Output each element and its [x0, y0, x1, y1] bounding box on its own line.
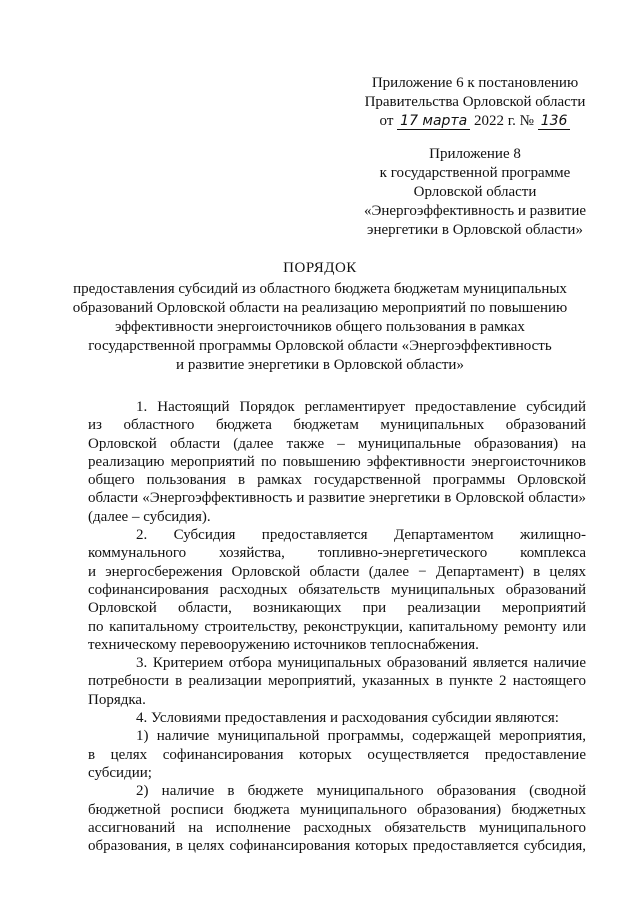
handwritten-number: 136 [538, 113, 571, 130]
body-line: 1. Настоящий Порядок регламентирует предоставление субсидий [136, 399, 586, 415]
body-line: области «Энергоэффективность и развитие энергетики в Орловской области» [88, 490, 586, 507]
appendix-6-line-3 [340, 112, 610, 131]
body-line: (далее – субсидия). [88, 508, 211, 525]
body-line: Орловской области, возникающих при реализации мероприятий [88, 600, 586, 617]
document-body [88, 398, 586, 855]
paragraph-3 [88, 654, 586, 709]
body-line: 1) наличие муниципальной программы, содержащей мероприятия, [136, 728, 586, 745]
appendix-8-line: «Энергоэффективность и развитие [363, 203, 587, 219]
body-line: бюджетной росписи бюджета муниципального образования) бюджетных [88, 801, 586, 818]
body-line: Порядка. [88, 691, 146, 708]
condition-item-1 [88, 727, 586, 782]
body-line: 3. Критерием отбора муниципальных образований является наличие [136, 655, 586, 672]
paragraph-1 [88, 398, 586, 526]
body-line: потребности в реализации мероприятий, указанных в пункте 2 настоящего [88, 673, 586, 690]
subtitle-line: государственной программы Орловской области «Энергоэффективность [88, 338, 552, 354]
appendix-8-line: энергетики в Орловской области» [367, 222, 583, 238]
paragraph-4 [88, 709, 586, 727]
year-and-number-label: 2022 г. № [473, 113, 534, 129]
body-line: общего пользования в рамках государственной программы Орловской [88, 472, 586, 489]
body-line: ассигнований на исполнение расходных обязательств муниципального [88, 819, 586, 836]
subtitle-line: образований Орловской области на реализацию мероприятий по повышению [72, 300, 568, 316]
body-line: 2. Субсидия предоставляется Департаментом жилищно- [136, 527, 586, 544]
appendix-6-header [340, 74, 610, 131]
body-line: субсидии; [88, 764, 152, 781]
appendix-8-line: к государственной программе [379, 165, 571, 181]
appendix-6-line-2: Правительства Орловской области [364, 94, 586, 110]
appendix-8-line: Приложение 8 [429, 146, 521, 162]
body-line: и энергосбережения Орловской области (далее − Департамент) в целях [88, 563, 586, 580]
body-line: образования, в целях софинансирования которых предоставляется субсидия, [88, 838, 586, 855]
appendix-8-line: Орловской области [413, 184, 537, 200]
body-line: коммунального хозяйства, топливно-энергетического комплекса [88, 545, 586, 562]
subtitle-line: эффективности энергоисточников общего пользования в рамках [115, 319, 525, 335]
body-line: Орловской области (далее также – муниципальные образования) на [88, 435, 586, 452]
paragraph-2 [88, 526, 586, 654]
body-line: из областного бюджета бюджетам муниципальных образований [88, 417, 586, 434]
subtitle-line: предоставления субсидий из областного бюджета бюджетам муниципальных [73, 281, 567, 297]
date-prefix: от [379, 113, 394, 129]
document-title: ПОРЯДОК [283, 260, 357, 276]
appendix-6-line-1: Приложение 6 к постановлению [371, 75, 579, 91]
body-line: по капитальному строительству, реконструкции, капитальному ремонту или [88, 618, 586, 635]
body-line: реализацию мероприятий по повышению эффективности энергоисточников [88, 453, 586, 470]
condition-item-2 [88, 782, 586, 855]
document-subtitle [70, 280, 570, 375]
handwritten-date: 17 марта [397, 113, 470, 130]
subtitle-line: и развитие энергетики в Орловской области» [176, 357, 464, 373]
body-line: софинансирования расходных обязательств муниципальных образований [88, 581, 586, 598]
body-line: 2) наличие в бюджете муниципального образования (сводной [136, 783, 586, 800]
body-line: 4. Условиями предоставления и расходования субсидии являются: [136, 710, 559, 727]
appendix-8-header [340, 145, 610, 240]
body-line: в целях софинансирования которых осуществляется предоставление [88, 746, 586, 763]
body-line: техническому перевооружению источников теплоснабжения. [88, 636, 479, 653]
